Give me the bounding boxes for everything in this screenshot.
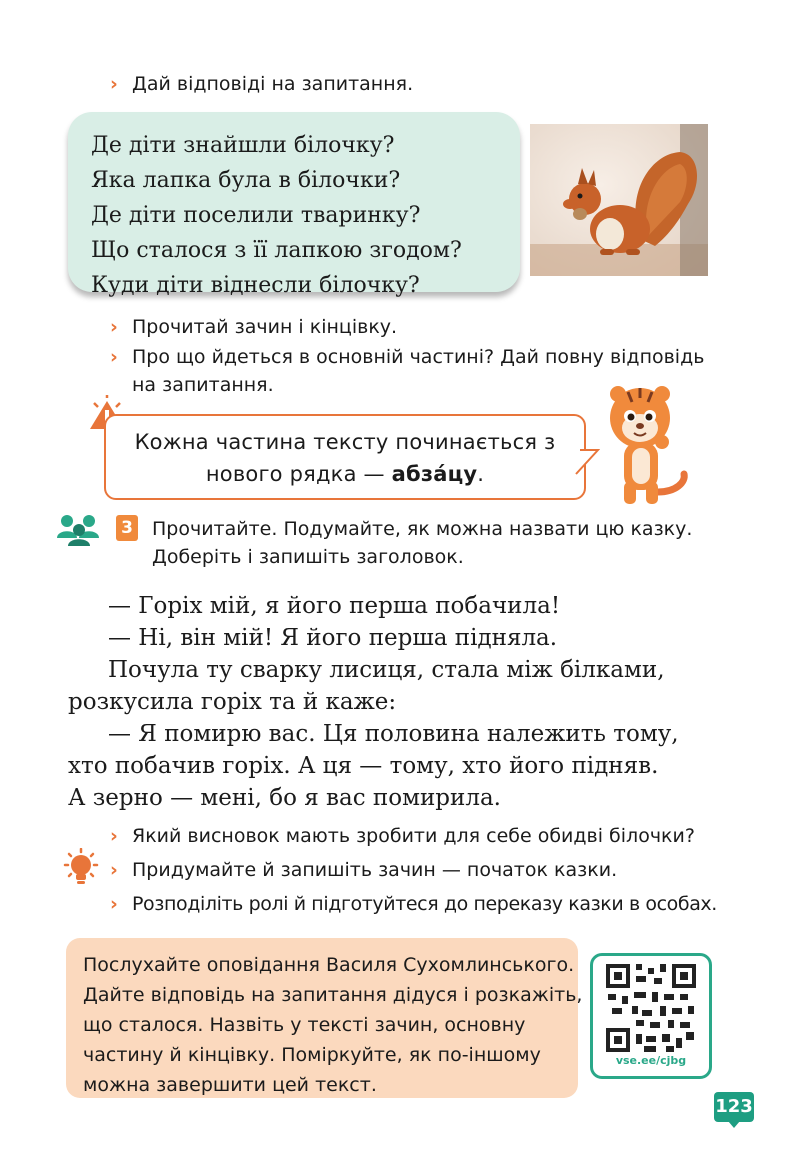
instruction-text: Дай відповіді на запитання. xyxy=(132,73,414,95)
rule-term: абза́цу xyxy=(391,462,478,486)
question: Куди діти віднесли білочку? xyxy=(91,273,420,298)
audio-task-line: що сталося. Назвіть у тексті зачин, основну xyxy=(83,1014,526,1036)
task-line: Доберіть і запишіть заголовок. xyxy=(152,546,464,568)
chevron-right-icon: › xyxy=(110,346,118,368)
audio-task-line: частину й кінцівку. Поміркуйте, як по-іншому xyxy=(83,1044,541,1066)
audio-task-line: Дайте відповідь на запитання дідуся і розкажіть, xyxy=(83,984,583,1006)
rule-line xyxy=(106,458,584,490)
instruction-text: Який висновок мають зробити для себе обидві білочки? xyxy=(132,825,695,847)
group-work-icon xyxy=(56,512,102,546)
instruction-conclusion xyxy=(110,822,695,850)
instruction-text: Прочитай зачин і кінцівку. xyxy=(132,316,398,338)
tiger-mascot xyxy=(598,382,690,510)
instruction-text: Розподіліть ролі й підготуйтеся до переказу казки в особах. xyxy=(132,893,717,915)
story-line: — Ні, він мій! Я його перша підняла. xyxy=(108,625,558,651)
task-line: Прочитайте. Подумайте, як можна назвати цю казку. xyxy=(152,518,693,540)
squirrel-illustration xyxy=(530,124,708,276)
question: Де діти знайшли білочку? xyxy=(91,133,395,158)
story-line: хто побачив горіх. А ця — тому, хто його підняв. xyxy=(68,753,659,779)
story-line: А зерно — мені, бо я вас помирила. xyxy=(68,785,501,811)
task-number-badge: 3 xyxy=(116,515,138,541)
chevron-right-icon: › xyxy=(110,893,118,915)
story-line: Почула ту сварку лисиця, стала між білками, xyxy=(108,657,665,683)
question: Де діти поселили тваринку? xyxy=(91,203,421,228)
audio-task-box xyxy=(66,938,583,1098)
chevron-right-icon: › xyxy=(110,316,118,338)
instruction-read xyxy=(110,313,397,341)
instruction-answer xyxy=(110,70,413,98)
page-number-tail xyxy=(728,1121,740,1128)
lightbulb-icon xyxy=(60,848,102,886)
squirrel-photo xyxy=(530,124,708,276)
question: Яка лапка була в білочки? xyxy=(91,168,401,193)
story-line: розкусила горіх та й каже: xyxy=(68,689,397,715)
chevron-right-icon: › xyxy=(110,859,118,881)
rule-punct: . xyxy=(477,462,485,486)
chevron-right-icon: › xyxy=(110,73,118,95)
questions-box xyxy=(68,112,520,298)
instruction-roles xyxy=(110,890,717,918)
rule-line: Кожна частина тексту починається з xyxy=(134,430,556,454)
instruction-line: Про що йдеться в основній частині? Дай повну відповідь xyxy=(132,346,705,368)
audio-task-line: Послухайте оповідання Василя Сухомлинського. xyxy=(83,954,575,976)
qr-link-label: vse.ee/cjbg xyxy=(615,1054,687,1067)
instruction-text: Придумайте й запишіть зачин — початок казки. xyxy=(132,859,618,881)
qr-code-icon xyxy=(606,964,696,1052)
rule-box xyxy=(104,414,586,500)
chevron-right-icon: › xyxy=(110,825,118,847)
audio-task-line: можна завершити цей текст. xyxy=(83,1074,377,1096)
instruction-opening xyxy=(110,856,617,884)
instruction-line: на запитання. xyxy=(132,374,274,396)
story-line: — Горіх мій, я його перша побачила! xyxy=(108,593,561,619)
page-number: 123 xyxy=(714,1092,754,1122)
task-3-text xyxy=(152,515,692,571)
rule-text: нового рядка — xyxy=(205,462,392,486)
question: Що сталося з її лапкою згодом? xyxy=(91,238,462,263)
story-line: — Я помирю вас. Ця половина належить тому, xyxy=(108,721,679,747)
qr-code-link[interactable] xyxy=(590,953,712,1079)
speech-tail xyxy=(572,448,600,478)
